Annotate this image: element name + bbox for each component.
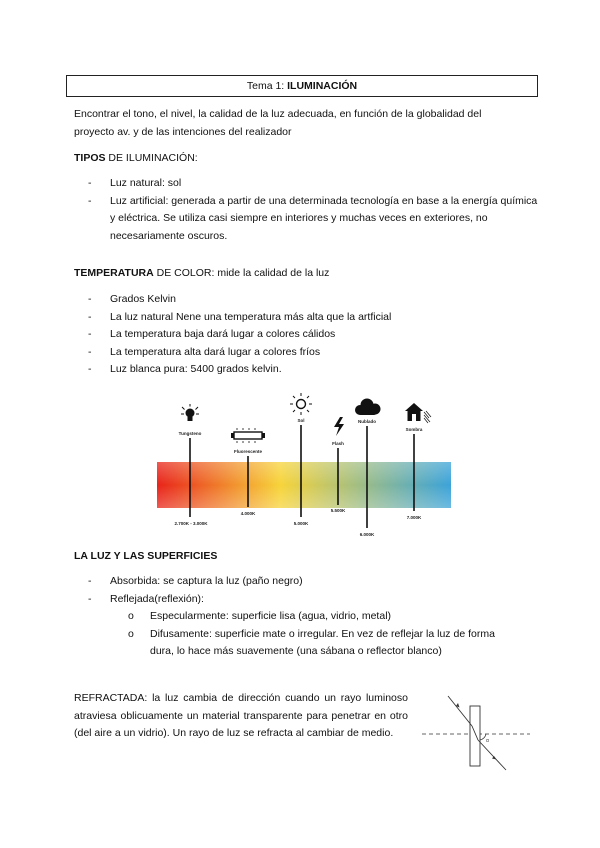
- list-item-text: Luz natural: sol: [110, 177, 182, 189]
- incident-ray: [448, 696, 472, 726]
- temperatura-heading-rest: DE COLOR: mide la calidad de la luz: [153, 267, 330, 279]
- list-item: [88, 309, 538, 327]
- dash-bullet: -: [88, 575, 92, 587]
- source-label: Sombra: [405, 427, 423, 432]
- list-item-text: La luz natural Nene una temperatura más alta que la artficial: [110, 310, 392, 323]
- source-value: 7.000K: [406, 515, 422, 520]
- circle-bullet: o: [128, 627, 134, 640]
- temperatura-heading-bold: TEMPERATURA: [74, 267, 154, 279]
- source-label: Flash: [332, 441, 344, 446]
- title-main: ILUMINACIÓN: [287, 80, 358, 92]
- list-item-text: La temperatura baja dará lugar a colores cálidos: [110, 328, 336, 340]
- sub-list-item-text: Difusamente: superficie mate o irregular. En vez de reflejar la luz de forma dura, lo hace más suavemente (una sábana o reflector blanco): [150, 627, 495, 657]
- sun-icon: [290, 393, 312, 415]
- list-item: [88, 573, 538, 591]
- list-item: [88, 291, 538, 309]
- list-item: [88, 326, 538, 344]
- list-item-text: Luz artificial: generada a partir de una determinada tecnología en base a la energía química y eléctrica. Se utiliza casi siempre en interiores y muchas veces en exteriores, no necesariamente oscuros.: [110, 194, 538, 242]
- list-item: [88, 193, 538, 246]
- tipos-heading-rest: DE ILUMINACIÓN:: [105, 152, 198, 164]
- source-value: 2.700K - 3.000K: [174, 521, 208, 526]
- lightning-icon: [334, 417, 344, 436]
- page-title: [66, 75, 538, 97]
- source-value: 5.000K: [293, 521, 309, 526]
- glass-block: [470, 706, 480, 766]
- source-value: 5.500K: [330, 508, 346, 513]
- dash-bullet: -: [88, 194, 92, 207]
- circle-bullet: o: [128, 610, 134, 622]
- sub-list: [110, 608, 538, 661]
- list-item: [88, 591, 538, 661]
- arrow-icon: [492, 756, 497, 760]
- list-item: [88, 361, 538, 379]
- shade-house-icon: [405, 403, 431, 423]
- title-prefix: Tema 1:: [246, 80, 288, 92]
- dash-bullet: -: [88, 293, 92, 305]
- list-item-text: Luz blanca pura: 5400 grados kelvin.: [110, 363, 282, 375]
- spectrum-shading: [157, 462, 451, 508]
- dash-bullet: -: [88, 345, 92, 358]
- source-label: Sol: [297, 418, 305, 423]
- list-item-text: Grados Kelvin: [110, 293, 176, 305]
- angle-label: α: [486, 738, 489, 744]
- superficies-list: [88, 573, 538, 661]
- tipos-list: [88, 175, 538, 245]
- tipos-heading: [74, 150, 524, 168]
- bulb-icon: [181, 404, 199, 421]
- source-label: Fluorescente: [233, 449, 263, 454]
- sub-list-item-text: Especularmente: superficie lisa (agua, vidrio, metal): [150, 610, 392, 622]
- color-temperature-chart: [150, 392, 460, 542]
- list-item: [88, 344, 538, 362]
- refractada-paragraph: REFRACTADA: la luz cambia de dirección cuando un rayo luminoso atraviesa oblicuamente un material transparente para penetrar en otro (del aire a un vidrio). Un rayo de luz se refracta al cambiar de medio.: [74, 692, 408, 739]
- fluorescent-tube-icon: [231, 428, 265, 443]
- sub-list-item: [128, 608, 538, 626]
- dash-bullet: -: [88, 592, 92, 605]
- source-label: Nublado: [358, 419, 376, 424]
- refraction-diagram: [420, 690, 532, 772]
- intro-paragraph: Encontrar el tono, el nivel, la calidad de la luz adecuada, en función de la globalidad del proyecto av. y de las intenciones del realizador: [74, 108, 482, 138]
- source-label: Tungsteno: [178, 431, 202, 436]
- list-item-text: La temperatura alta dará lugar a colores fríos: [110, 345, 321, 358]
- tipos-heading-bold: TIPOS: [74, 152, 106, 164]
- list-item-text: Reflejada(reflexión):: [110, 592, 204, 605]
- superficies-heading: LA LUZ Y LAS SUPERFICIES: [74, 550, 218, 562]
- cloud-icon: [355, 399, 381, 416]
- temperatura-list: [88, 291, 538, 379]
- dash-bullet: -: [88, 328, 92, 340]
- source-value: 4.000K: [240, 511, 256, 516]
- emergent-ray: [478, 740, 506, 770]
- source-value: 6.000K: [359, 532, 375, 537]
- sub-list-item: [128, 626, 510, 661]
- dash-bullet: -: [88, 310, 92, 323]
- temperatura-heading: [74, 265, 524, 283]
- dash-bullet: -: [88, 363, 92, 375]
- list-item-text: Absorbida: se captura la luz (paño negro): [110, 575, 303, 587]
- list-item: [88, 175, 538, 193]
- dash-bullet: -: [88, 177, 92, 189]
